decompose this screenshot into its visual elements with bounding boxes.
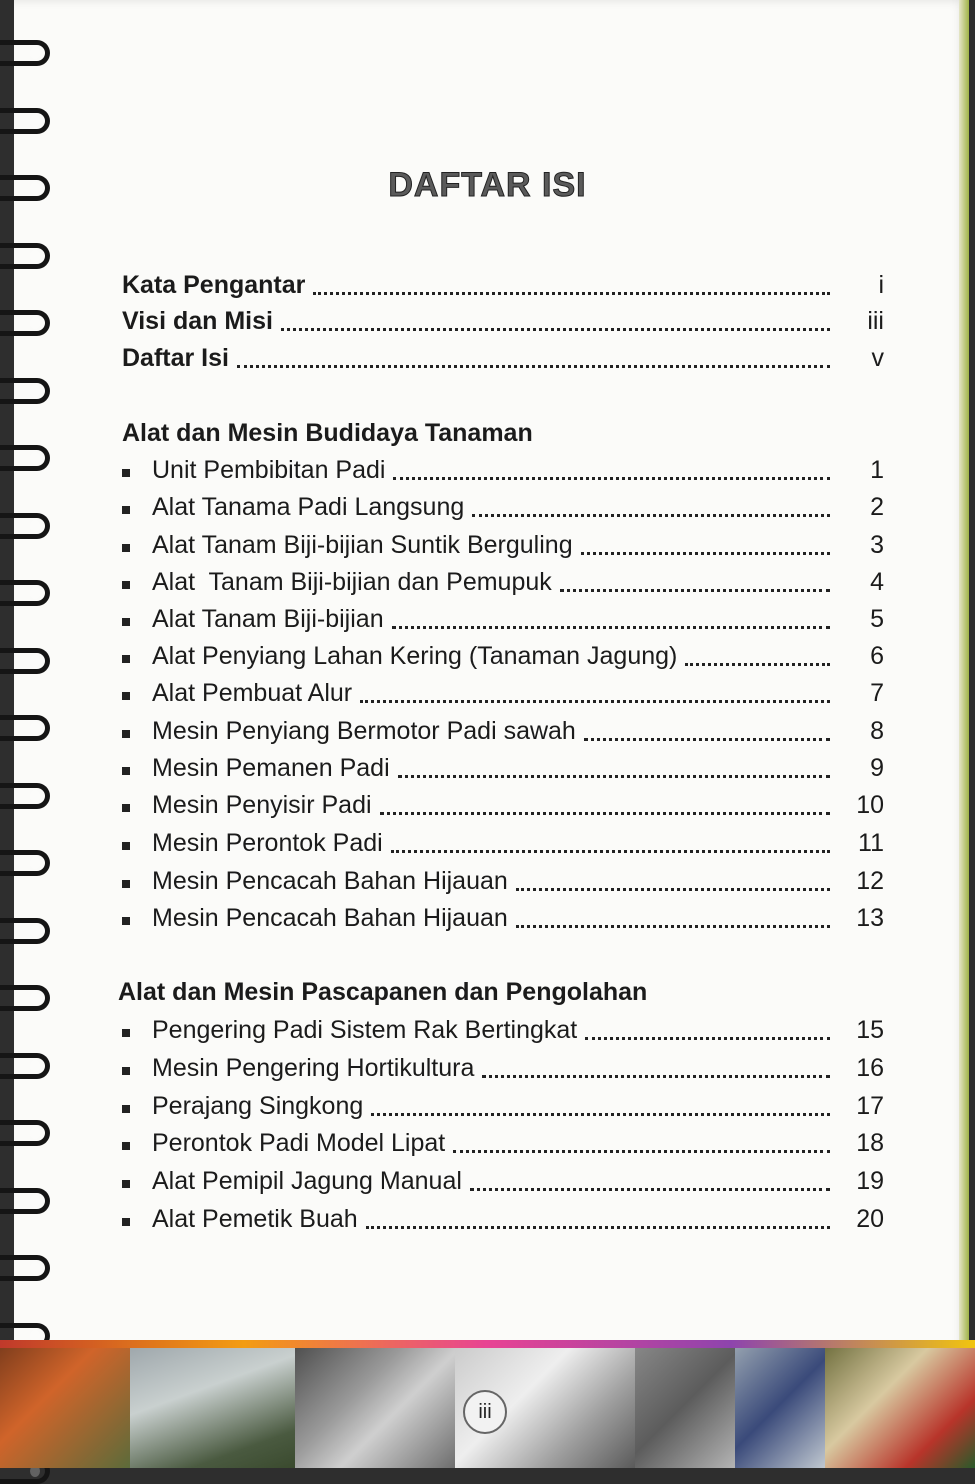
photo-dryer <box>735 1340 825 1468</box>
toc-entry-page: 17 <box>856 1092 884 1120</box>
toc-entry-label: Mesin Pemanen Padi <box>152 754 390 782</box>
dot-leader <box>366 1223 830 1229</box>
bullet-icon <box>122 880 130 888</box>
dot-leader <box>685 660 830 666</box>
toc-entry-kata-pengantar[interactable] <box>122 268 884 300</box>
dot-leader <box>470 1185 830 1191</box>
page-title: DAFTAR ISI <box>388 166 587 204</box>
spiral-coil <box>0 1120 50 1146</box>
toc-entry[interactable] <box>122 1164 884 1196</box>
dot-leader <box>281 325 830 331</box>
dot-leader <box>584 735 830 741</box>
toc-entry-label: Perajang Singkong <box>152 1092 364 1120</box>
spiral-coil <box>0 648 50 674</box>
toc-entry-label: Daftar Isi <box>122 344 229 372</box>
bullet-icon <box>122 767 130 775</box>
toc-entry-label: Pengering Padi Sistem Rak Bertingkat <box>152 1016 578 1044</box>
spiral-coil <box>0 40 50 66</box>
bullet-icon <box>122 544 130 552</box>
toc-entry[interactable] <box>122 528 884 560</box>
toc-entry-page: v <box>871 344 884 372</box>
toc-entry-page: iii <box>867 307 884 335</box>
spiral-coil <box>0 850 50 876</box>
toc-entry-label: Alat Tanam Biji-bijian dan Pemupuk <box>152 568 552 596</box>
dot-leader <box>393 474 830 480</box>
toc-entry-label: Alat Tanama Padi Langsung <box>152 493 465 521</box>
toc-entry[interactable] <box>122 714 884 746</box>
toc-entry-label: Mesin Pencacah Bahan Hijauan <box>152 867 508 895</box>
toc-entry-visi-misi[interactable] <box>122 304 884 336</box>
spiral-coil <box>0 513 50 539</box>
toc-entry-page: 19 <box>856 1167 884 1195</box>
dot-leader <box>313 289 830 295</box>
dot-leader <box>237 362 830 368</box>
toc-entry[interactable] <box>122 826 884 858</box>
spiral-coil <box>0 783 50 809</box>
toc-entry-page: 5 <box>870 605 884 633</box>
photo-harvesting <box>0 1340 130 1468</box>
spiral-binding <box>0 0 60 1468</box>
color-band <box>0 1340 975 1348</box>
page-number: iii <box>463 1390 507 1434</box>
bullet-icon <box>122 581 130 589</box>
dot-leader <box>472 511 830 517</box>
toc-entry-page: 20 <box>856 1205 884 1233</box>
toc-entry[interactable] <box>122 639 884 671</box>
dot-leader <box>516 885 830 891</box>
toc-entry-label: Mesin Penyisir Padi <box>152 791 372 819</box>
toc-entry-label: Unit Pembibitan Padi <box>152 456 386 484</box>
toc-entry[interactable] <box>122 864 884 896</box>
bullet-icon <box>122 506 130 514</box>
bullet-icon <box>122 655 130 663</box>
toc-entry-page: 8 <box>870 717 884 745</box>
photo-worker <box>635 1340 735 1468</box>
spiral-coil <box>0 580 50 606</box>
toc-entry[interactable] <box>122 602 884 634</box>
bullet-icon <box>122 804 130 812</box>
toc-entry-page: 6 <box>870 642 884 670</box>
bullet-icon <box>122 469 130 477</box>
dot-leader <box>391 847 830 853</box>
bullet-icon <box>122 692 130 700</box>
toc-entry-label: Kata Pengantar <box>122 271 306 299</box>
photo-market <box>825 1340 975 1468</box>
section-heading: Alat dan Mesin Budidaya Tanaman <box>122 419 533 447</box>
dot-leader <box>482 1072 830 1078</box>
toc-entry-label: Visi dan Misi <box>122 307 273 335</box>
spiral-coil <box>0 445 50 471</box>
toc-entry-page: 18 <box>856 1129 884 1157</box>
spiral-coil <box>0 715 50 741</box>
toc-entry-label: Mesin Pengering Hortikultura <box>152 1054 475 1082</box>
toc-entry-daftar-isi[interactable] <box>122 341 884 373</box>
spiral-coil <box>0 1255 50 1281</box>
photo-machine <box>295 1340 455 1468</box>
spiral-coil <box>0 918 50 944</box>
toc-entry-page: 3 <box>870 531 884 559</box>
dot-leader <box>453 1147 830 1153</box>
photo-tractor <box>130 1340 295 1468</box>
toc-entry[interactable] <box>122 788 884 820</box>
dot-leader <box>392 623 830 629</box>
dot-leader <box>380 809 830 815</box>
toc-entry-label: Perontok Padi Model Lipat <box>152 1129 446 1157</box>
toc-entry-page: 2 <box>870 493 884 521</box>
toc-entry-page: i <box>878 271 884 299</box>
dot-leader <box>585 1034 830 1040</box>
toc-entry[interactable] <box>122 1126 884 1158</box>
dot-leader <box>581 549 830 555</box>
dot-leader <box>516 922 830 928</box>
toc-entry-page: 10 <box>856 791 884 819</box>
bullet-icon <box>122 1029 130 1037</box>
dot-leader <box>371 1110 830 1116</box>
spiral-coil <box>0 1053 50 1079</box>
toc-entry[interactable] <box>122 1013 884 1045</box>
toc-entry[interactable] <box>122 1089 884 1121</box>
bullet-icon <box>122 842 130 850</box>
bullet-icon <box>122 917 130 925</box>
spiral-coil <box>0 310 50 336</box>
toc-entry-page: 11 <box>858 829 884 857</box>
spiral-coil <box>0 243 50 269</box>
bullet-icon <box>122 1105 130 1113</box>
toc-entry-page: 4 <box>870 568 884 596</box>
section-heading: Alat dan Mesin Pascapanen dan Pengolahan <box>118 978 648 1006</box>
toc-entry-label: Alat Pembuat Alur <box>152 679 353 707</box>
toc-entry[interactable] <box>122 1051 884 1083</box>
dot-leader <box>560 586 830 592</box>
bullet-icon <box>122 618 130 626</box>
spiral-coil <box>0 108 50 134</box>
toc-entry-label: Mesin Pencacah Bahan Hijauan <box>152 904 508 932</box>
toc-entry-page: 9 <box>870 754 884 782</box>
dot-leader <box>398 772 830 778</box>
bullet-icon <box>122 1142 130 1150</box>
spiral-coil <box>0 985 50 1011</box>
bullet-icon <box>122 1180 130 1188</box>
toc-entry[interactable] <box>122 901 884 933</box>
toc-entry[interactable] <box>122 676 884 708</box>
toc-entry-label: Mesin Penyiang Bermotor Padi sawah <box>152 717 576 745</box>
bullet-icon <box>122 730 130 738</box>
toc-entry-page: 15 <box>856 1016 884 1044</box>
toc-entry-page: 1 <box>870 456 884 484</box>
toc-entry-page: 12 <box>856 867 884 895</box>
toc-entry-page: 7 <box>870 679 884 707</box>
spiral-coil <box>0 378 50 404</box>
toc-entry-label: Mesin Perontok Padi <box>152 829 383 857</box>
toc-entry[interactable] <box>122 490 884 522</box>
toc-entry[interactable] <box>122 751 884 783</box>
toc-entry-label: Alat Pemipil Jagung Manual <box>152 1167 462 1195</box>
toc-entry-label: Alat Tanam Biji-bijian Suntik Berguling <box>152 531 573 559</box>
toc-entry[interactable] <box>122 565 884 597</box>
bullet-icon <box>122 1067 130 1075</box>
toc-entry-label: Alat Tanam Biji-bijian <box>152 605 384 633</box>
dot-leader <box>360 697 830 703</box>
toc-entry[interactable] <box>122 1202 884 1234</box>
bullet-icon <box>122 1218 130 1226</box>
toc-entry-label: Alat Penyiang Lahan Kering (Tanaman Jagung) <box>152 642 678 670</box>
spiral-coil <box>0 1188 50 1214</box>
toc-entry-page: 16 <box>856 1054 884 1082</box>
toc-entry[interactable] <box>122 453 884 485</box>
toc-entry-page: 13 <box>856 904 884 932</box>
toc-entry-label: Alat Pemetik Buah <box>152 1205 358 1233</box>
